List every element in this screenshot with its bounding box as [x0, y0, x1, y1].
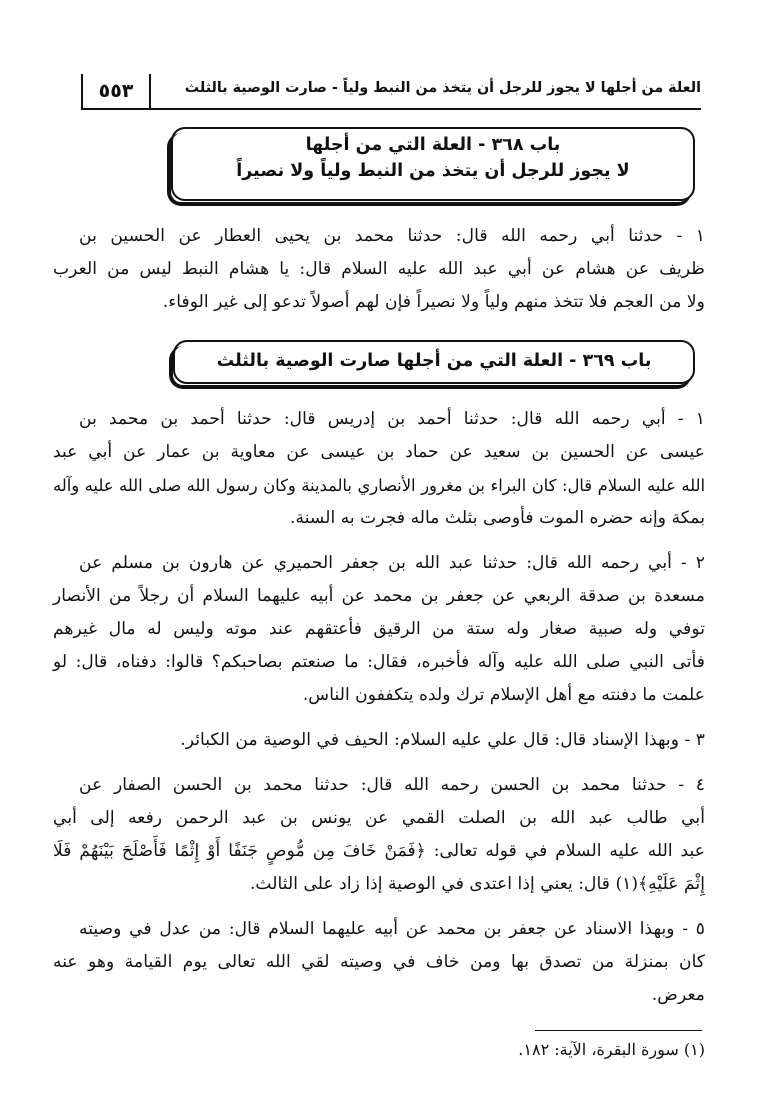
text-line: الله عليه السلام قال: كان البراء بن مغرور الأنصاري بالمدينة وكان رسول الله صلى الله عليه وآله	[53, 476, 705, 495]
chapter-369-title: باب ٣٦٩ - العلة التي من أجلها صارت الوصية بالثلث	[216, 351, 652, 371]
text-line: ٣ - وبهذا الإسناد قال: قال علي عليه السلام: الحيف في الوصية من الكبائر.	[180, 730, 705, 750]
chapter-369-heading-box	[173, 340, 695, 384]
text-line: ولا من العجم فلا تتخذ منهم ولياً ولا نصيراً فإن لهم أصولاً تدعو إلى غير الوفاء.	[162, 292, 705, 312]
text-line: فأتى النبي صلى الله عليه وآله فأخبره، فقال: ما صنعتم بصاحبكم؟ قالوا: دفناه، قال: لو	[53, 652, 705, 672]
text-line: كان بمنزلة من تصدق بها ومن خاف في وصيته لقي الله تعالى يوم القيامة وهو عنه	[53, 952, 705, 972]
text-line: ١ - أبي رحمه الله قال: حدثنا أحمد بن إدريس قال: حدثنا أحمد بن محمد بن	[79, 409, 705, 429]
running-title: العلة من أجلها لا يجوز للرجل أن يتخذ من النبط ولياً - صارت الوصية بالثلث	[184, 80, 701, 96]
text-line: عبد الله عليه السلام في قوله تعالى: ﴿فَمَنْ خَافَ مِن مُّوصٍ جَنَفًا أَوْ إِثْمًا فَأَصْلَحَ بَيْنَهُمْ فَلَا	[53, 841, 705, 861]
text-line: عيسى عن الحسين بن سعيد عن حماد بن عيسى عن معاوية بن عمار عن أبي عبد	[53, 442, 705, 462]
chapter-368-title-line2: لا يجوز للرجل أن يتخذ من النبط ولياً ولا نصيراً	[236, 161, 630, 181]
page-number: ٥٥٣	[81, 74, 151, 108]
text-line: معرض.	[651, 985, 705, 1005]
text-line: ١ - حدثنا أبي رحمه الله قال: حدثنا محمد بن يحيى العطار عن الحسين بن	[79, 226, 705, 246]
text-line: ٥ - وبهذا الاسناد عن جعفر بن محمد عن أبيه عليهما السلام قال: من عدل في وصيته	[79, 919, 705, 939]
footnote-separator	[535, 1030, 702, 1031]
text-line: ٢ - أبي رحمه الله قال: حدثنا عبد الله بن جعفر الحميري عن هارون بن مسلم عن	[79, 553, 705, 573]
footnote: (١) سورة البقرة، الآية: ١٨٢.	[518, 1040, 705, 1059]
text-line: بمكة وإنه حضره الموت فأوصى بثلث ماله فجرت به السنة.	[290, 508, 705, 528]
text-line: مسعدة بن صدقة الربعي عن جعفر بن محمد عن أبيه عليهما السلام أن رجلاً من الأنصار	[53, 586, 705, 606]
text-line: أبي طالب عبد الله بن الصلت القمي عن يونس بن عبد الرحمن رفعه إلى أبي	[53, 808, 705, 828]
chapter-368-heading-box	[171, 127, 695, 201]
text-line: إِثْمَ عَلَيْهِ﴾(١) قال: يعني إذا اعتدى في الوصية إذا زاد على الثالث.	[249, 874, 705, 894]
text-line: توفي وله صبية صغار وله ستة من الرقيق فأعتقهم عند موته وليس له مال غيرهم	[53, 619, 705, 639]
text-line: ظريف عن هشام عن أبي عبد الله عليه السلام قال: يا هشام النبط ليس من العرب	[53, 259, 705, 279]
chapter-368-title-line1: باب ٣٦٨ - العلة التي من أجلها	[305, 135, 561, 155]
text-line: ٤ - حدثنا محمد بن الحسن رحمه الله قال: حدثنا محمد بن الحسن الصفار عن	[79, 775, 705, 795]
running-header	[81, 74, 701, 110]
text-line: علمت ما دفنته مع أهل الإسلام ترك ولده يتكففون الناس.	[302, 685, 705, 705]
